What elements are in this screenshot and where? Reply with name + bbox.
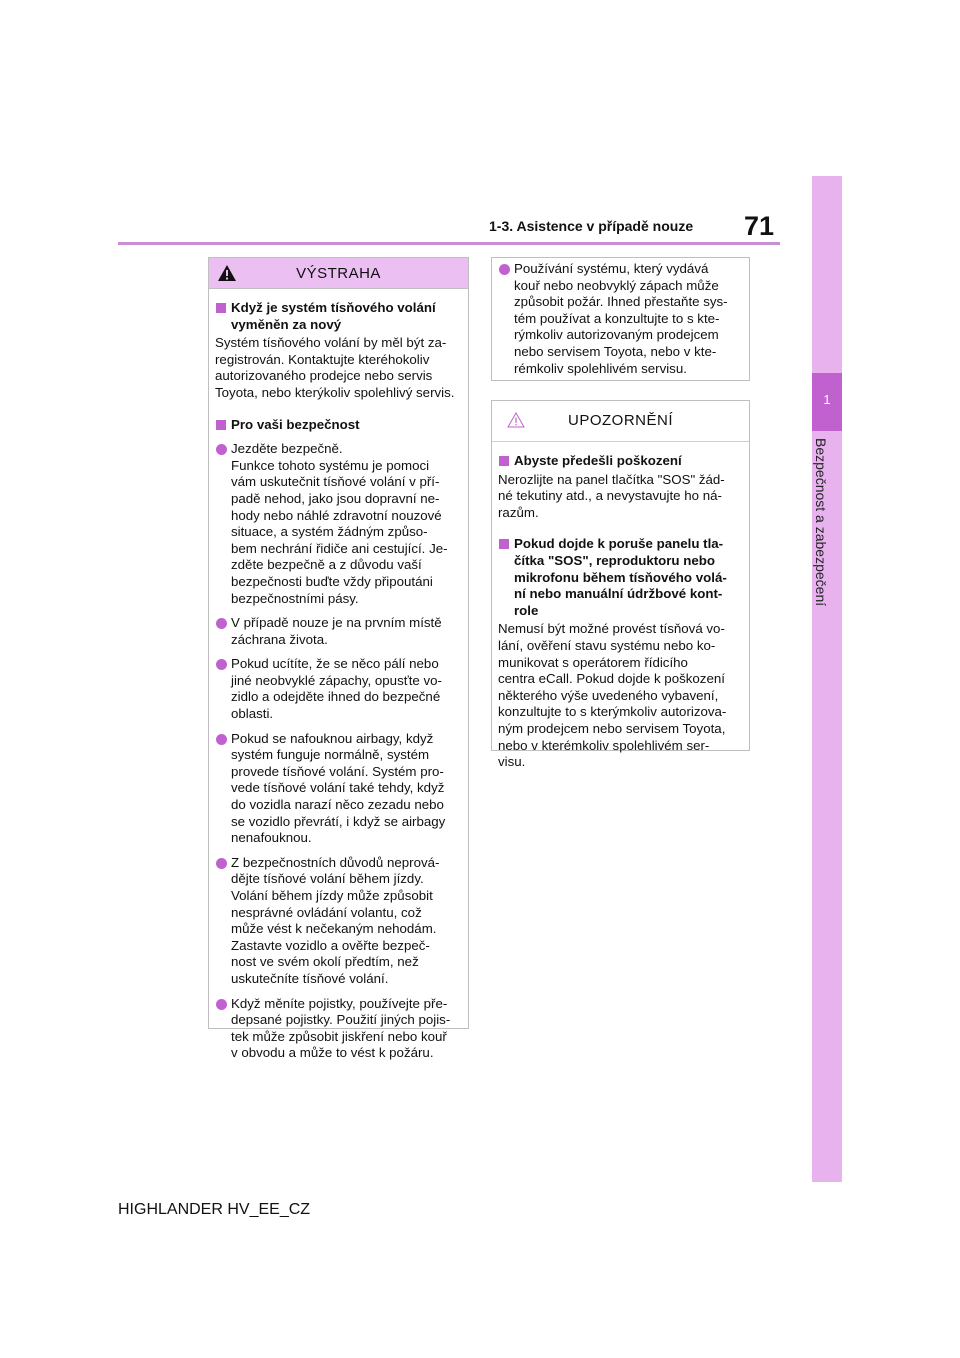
warning-heading-safety: Pro vaši bezpečnost xyxy=(215,417,462,434)
list-item: V případě nouze je na prvním místě záchrana života. xyxy=(215,615,462,648)
list-item: Jezděte bezpečně. Funkce tohoto systému je pomoci vám uskutečnit tísňové volání v pří- padě nehod, jako jsou dopravní ne- hody nebo náhlé zdravotní nouzové situace, a systém žádným způso- bem nechrání řidiče ani cestující. Je- zděte bezpečně a z důvodu vaší bezpečnosti buďte vždy připoutáni bezpečnostními pásy. xyxy=(215,441,462,607)
model-code: HIGHLANDER HV_EE_CZ xyxy=(118,1201,311,1218)
caution-heading-malfunction: Pokud dojde k poruše panelu tla- čítka "SOS", reproduktoru nebo mikrofonu během tísňového volá- ní nebo manuální údržbové kont- role xyxy=(498,536,743,619)
warning-box xyxy=(208,257,469,1061)
caution-box xyxy=(491,400,750,770)
header-divider xyxy=(118,242,780,245)
caution-heading-damage: Abyste předešli poškození xyxy=(498,453,743,470)
warning-paragraph-replacement: Systém tísňového volání by měl být za- registrován. Kontaktujte kteréhokoliv autorizovaného prodejce nebo servis Toyota, nebo kterýkoliv spolehlivý servis. xyxy=(215,335,455,400)
list-item: Používání systému, který vydává kouř nebo neobvyklý zápach může způsobit požár. Ihned přestaňte sys- tém používat a konzultujte to s kte- rýmkoliv autorizovaným prodejcem nebo servisem Toyota, nebo v kte- rémkoliv spolehlivém servisu. xyxy=(498,261,743,377)
page-number: 71 xyxy=(744,211,775,241)
warning-continued-box xyxy=(491,257,750,381)
chapter-number: 1 xyxy=(823,392,831,407)
warning-heading-replacement: Když je systém tísňového volání vyměněn za nový xyxy=(215,300,462,333)
caution-title: UPOZORNĚNÍ xyxy=(567,412,673,429)
list-item: Z bezpečnostních důvodů neprová- dějte tísňové volání během jízdy. Volání během jízdy může způsobit nesprávné ovládání volantu, což může vést k nečekaným nehodám. Zastavte vozidlo a ověřte bezpeč- nost ve svém okolí předtím, než uskutečníte tísňové volání. xyxy=(215,855,462,988)
caution-paragraph-malfunction: Nemusí být možné provést tísňová vo- lání, ověření stavu systému nebo ko- munikovat s operátorem řídicího centra eCall. Pokud dojde k poškození některého výše uvedeného vybavení, konzultujte to s kterýmkoliv autorizova- ným prodejcem nebo servisem Toyota, nebo v kterémkoliv spolehlivém ser- visu. xyxy=(498,621,727,770)
list-item: Když měníte pojistky, používejte pře- depsané pojistky. Použití jiných pojis- tek může způsobit jiskření nebo kouř v obvodu a může to vést k požáru. xyxy=(215,996,462,1062)
warning-header xyxy=(209,258,468,289)
caution-paragraph-damage: Nerozlijte na panel tlačítka "SOS" žád- né tekutiny atd., a nevystavujte ho ná- razům. xyxy=(498,471,725,520)
section-title: 1-3. Asistence v případě nouze xyxy=(489,218,694,234)
list-item: Pokud ucítíte, že se něco pálí nebo jiné neobvyklé zápachy, opusťte vo- zidlo a odejděte ihned do bezpečné oblasti. xyxy=(215,656,462,722)
warning-title: VÝSTRAHA xyxy=(296,265,381,282)
chapter-side-tab xyxy=(812,176,842,1182)
chapter-label: Bezpečnost a zabezpečení xyxy=(813,438,829,607)
caution-header xyxy=(492,401,749,442)
list-item: Pokud se nafouknou airbagy, když systém funguje normálně, systém provede tísňové volání. Systém pro- vede tísňové volání také tehdy, když do vozidla narazí něco zezadu nebo se vozidlo převrátí, i když se airbagy nenafouknou. xyxy=(215,731,462,847)
